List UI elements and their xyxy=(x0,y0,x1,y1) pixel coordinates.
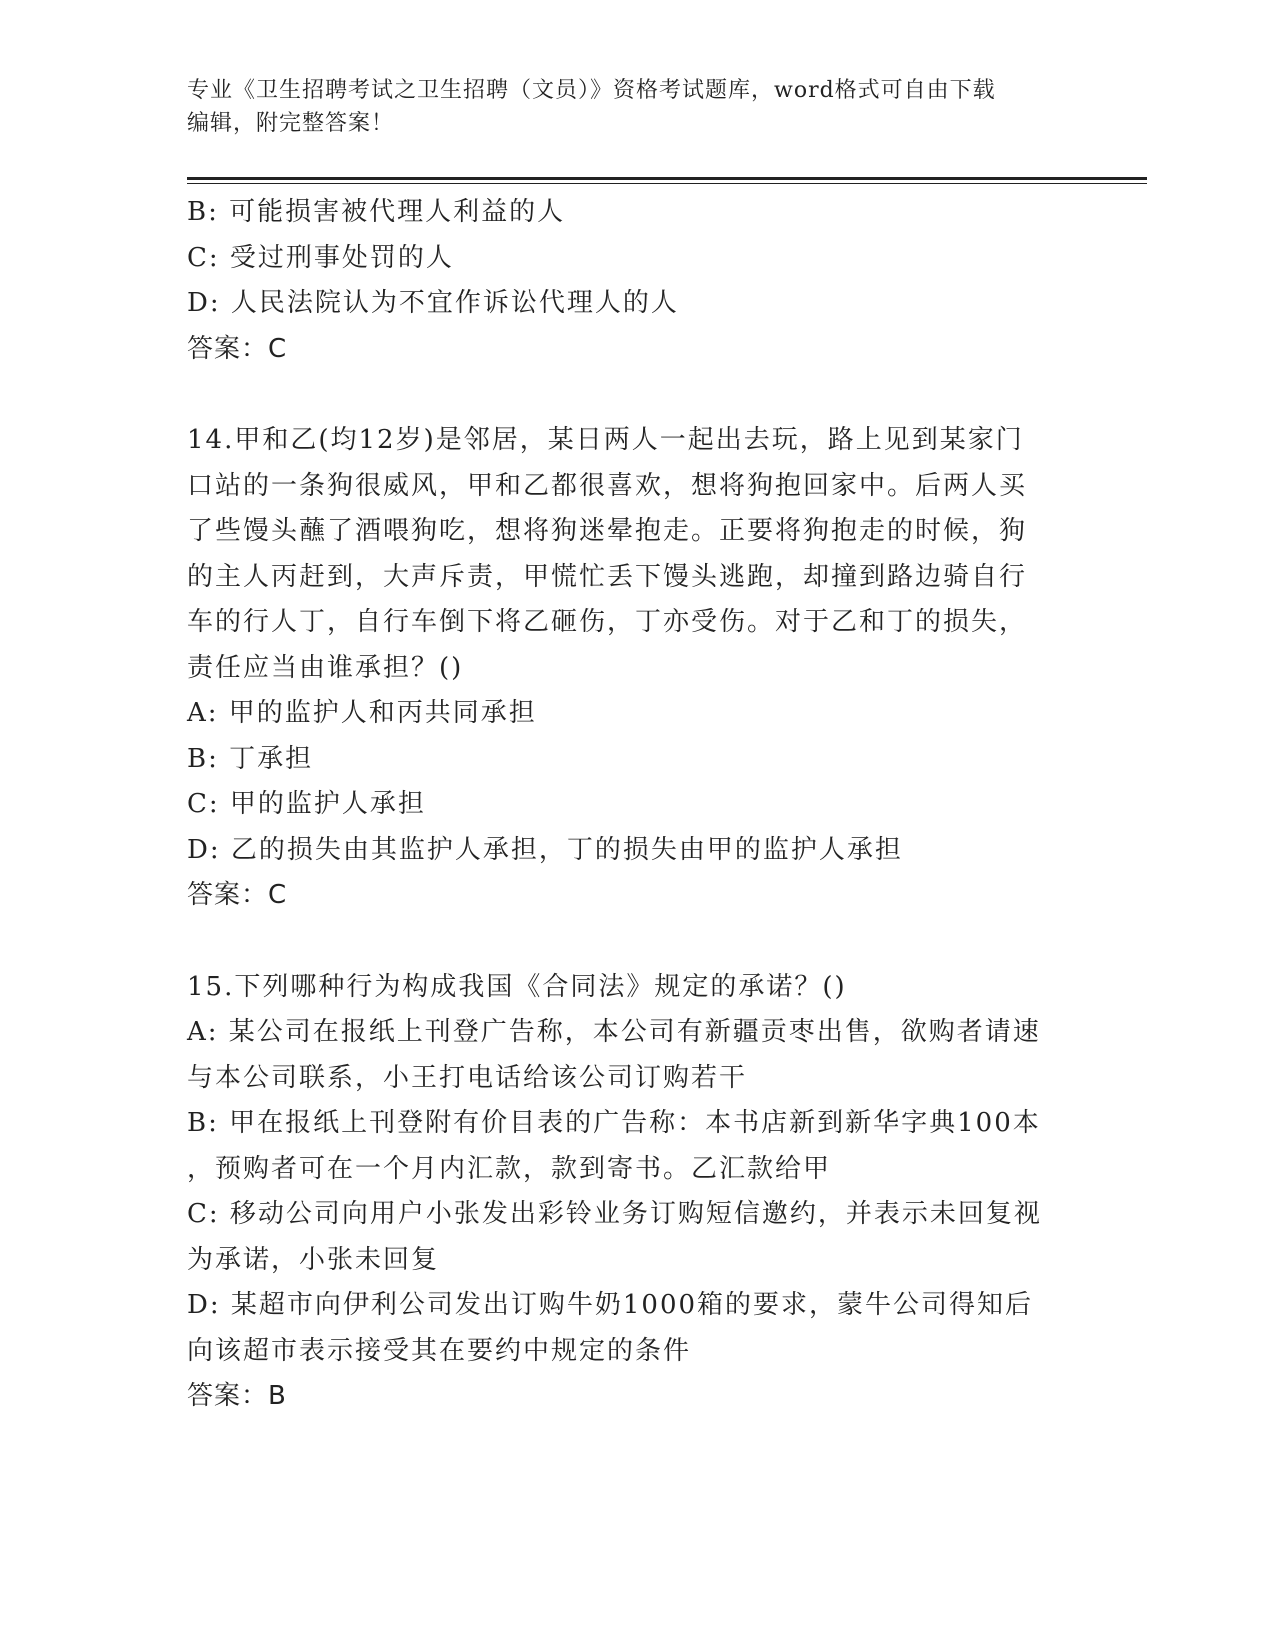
option-line: 为承诺，小张未回复 xyxy=(187,1244,440,1275)
answer-line: 答案：C xyxy=(187,333,288,364)
option-line: D: 人民法院认为不宜作诉讼代理人的人 xyxy=(187,288,679,318)
option-line: A: 某公司在报纸上刊登广告称，本公司有新疆贡枣出售，欲购者请速 xyxy=(187,1017,1041,1047)
option-line: C: 移动公司向用户小张发出彩铃业务订购短信邀约，并表示未回复视 xyxy=(187,1199,1042,1229)
option-line: B: 可能损害被代理人利益的人 xyxy=(187,197,566,227)
answer-line: 答案：B xyxy=(187,1381,287,1411)
question-stem-line: 15.下列哪种行为构成我国《合同法》规定的承诺？() xyxy=(187,971,847,1002)
question-stem-line: 的主人丙赶到，大声斥责，甲慌忙丢下馒头逃跑，却撞到路边骑自行 xyxy=(187,561,1028,592)
option-line: D: 某超市向伊利公司发出订购牛奶1000箱的要求，蒙牛公司得知后 xyxy=(187,1290,1034,1320)
answer-line: 答案：C xyxy=(187,880,288,910)
question-stem-line: 了些馒头蘸了酒喂狗吃，想将狗迷晕抱走。正要将狗抱走的时候，狗 xyxy=(187,516,1028,546)
document-header xyxy=(187,74,1067,140)
option-line: C: 甲的监护人承担 xyxy=(187,789,426,819)
header-divider-thin xyxy=(187,183,1147,184)
question-14-block xyxy=(187,418,1087,919)
question-stem-line: 口站的一条狗很威风，甲和乙都很喜欢，想将狗抱回家中。后两人买 xyxy=(187,470,1028,501)
prev-question-block xyxy=(187,190,1087,372)
question-stem-line: 车的行人丁，自行车倒下将乙砸伤，丁亦受伤。对于乙和丁的损失， xyxy=(187,607,1028,637)
question-content xyxy=(187,190,1087,1420)
spacer xyxy=(187,919,1087,965)
header-line: 专业《卫生招聘考试之卫生招聘（文员）》资格考试题库，word格式可自由下载 xyxy=(187,78,996,103)
option-line: 向该超市表示接受其在要约中规定的条件 xyxy=(187,1335,692,1366)
option-line: C: 受过刑事处罚的人 xyxy=(187,242,454,273)
question-15-block xyxy=(187,965,1087,1420)
question-stem-line: 责任应当由谁承担？() xyxy=(187,652,464,683)
question-stem-line: 14.甲和乙(均12岁)是邻居，某日两人一起出去玩，路上见到某家门 xyxy=(187,425,1024,455)
option-line: 与本公司联系，小王打电话给该公司订购若干 xyxy=(187,1062,748,1093)
option-line: B: 甲在报纸上刊登附有价目表的广告称：本书店新到新华字典100本 xyxy=(187,1108,1041,1138)
header-line: 编辑，附完整答案！ xyxy=(187,111,395,136)
option-line: ，预购者可在一个月内汇款，款到寄书。乙汇款给甲 xyxy=(187,1153,832,1184)
header-divider-thick xyxy=(187,177,1147,180)
spacer xyxy=(187,372,1087,418)
option-line: B: 丁承担 xyxy=(187,743,314,774)
option-line: A: 甲的监护人和丙共同承担 xyxy=(187,698,537,728)
option-line: D: 乙的损失由其监护人承担，丁的损失由甲的监护人承担 xyxy=(187,834,903,865)
